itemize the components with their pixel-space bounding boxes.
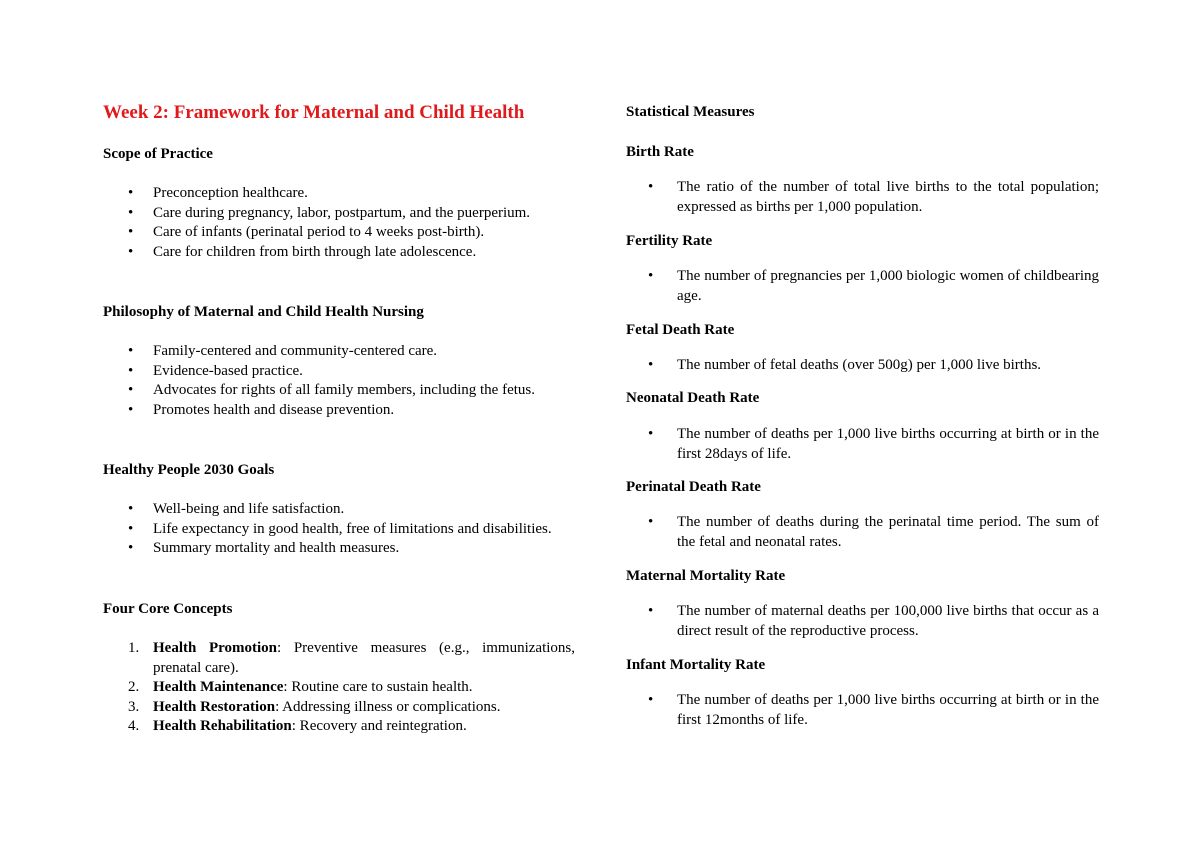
list-item: • The number of deaths per 1,000 live births occurring at birth or in the first 28days of life. [648,426,1099,462]
fertility-rate-list [626,267,1099,306]
scope-heading: Scope of Practice [103,146,213,162]
bullet-icon: • [648,268,654,284]
fetal-death-rate-heading: Fetal Death Rate [626,322,735,338]
list-item: • Care for children from birth through late adolescence. [103,243,575,263]
birth-rate-heading: Birth Rate [626,144,694,160]
bullet-icon: • [648,179,654,195]
infant-mortality-rate-list [626,691,1099,730]
list-item: • Promotes health and disease prevention. [103,401,575,421]
core-concepts-heading: Four Core Concepts [103,601,233,617]
birth-rate-list [626,178,1099,217]
maternal-mortality-rate-heading: Maternal Mortality Rate [626,568,786,584]
perinatal-death-rate-heading: Perinatal Death Rate [626,479,761,495]
bullet-icon: • [128,501,134,517]
healthy-people-heading: Healthy People 2030 Goals [103,462,275,478]
scope-list [103,184,575,262]
bullet-icon: • [648,426,654,442]
list-item: • The number of deaths per 1,000 live births occurring at birth or in the first 12months of life. [648,692,1099,728]
list-item: • The ratio of the number of total live births to the total population; expressed as births per 1,000 population. [648,179,1099,215]
list-item: • The number of deaths during the perinatal time period. The sum of the fetal and neonatal rates. [648,514,1099,550]
list-item: • Care of infants (perinatal period to 4 weeks post-birth). [103,223,575,243]
list-item: 3. Health Restoration: Addressing illness or complications. [128,698,501,715]
bullet-icon: • [128,243,134,260]
list-item: • Life expectancy in good health, free of limitations and disabilities. [103,520,575,540]
fetal-death-rate-list [626,356,1099,376]
list-item: • Family-centered and community-centered care. [103,342,575,362]
bullet-icon: • [128,401,134,418]
philosophy-list [103,342,575,420]
perinatal-death-rate-list [626,513,1099,552]
list-item: 4. Health Rehabilitation: Recovery and reintegration. [128,718,467,734]
core-concepts-list [103,639,575,737]
maternal-mortality-rate-list [626,602,1099,641]
list-item: • Evidence-based practice. [103,362,575,382]
bullet-icon: • [128,343,134,359]
neonatal-death-rate-list [626,425,1099,464]
list-item: • The number of pregnancies per 1,000 biologic women of childbearing age. [648,268,1099,304]
fertility-rate-heading: Fertility Rate [626,233,713,249]
statistical-measures-heading: Statistical Measures [626,104,755,120]
bullet-icon: • [128,382,134,398]
list-item: • Preconception healthcare. [103,184,575,204]
list-item: • The number of fetal deaths (over 500g) per 1,000 live births. [626,356,1099,376]
list-item: • Care during pregnancy, labor, postpartum, and the puerperium. [103,204,575,224]
list-item: • Well-being and life satisfaction. [103,500,575,520]
page-title: Week 2: Framework for Maternal and Child Health [103,102,525,123]
bullet-icon: • [128,540,134,556]
bullet-icon: • [648,603,654,619]
bullet-icon: • [648,514,654,530]
bullet-icon: • [128,362,134,379]
list-item: 2. Health Maintenance: Routine care to sustain health. [128,679,473,695]
bullet-icon: • [128,224,134,240]
list-item: 1. Health Promotion: Preventive measures (e.g., immunizations, prenatal care). [128,640,575,676]
neonatal-death-rate-heading: Neonatal Death Rate [626,390,760,406]
bullet-icon: • [128,204,134,221]
list-item: • Summary mortality and health measures. [103,539,575,559]
infant-mortality-rate-heading: Infant Mortality Rate [626,657,766,673]
bullet-icon: • [648,692,654,708]
healthy-people-list [103,500,575,559]
philosophy-heading: Philosophy of Maternal and Child Health Nursing [103,304,424,320]
list-item: • The number of maternal deaths per 100,000 live births that occur as a direct result of the reproductive process. [648,603,1099,639]
list-item: • Advocates for rights of all family members, including the fetus. [103,381,575,401]
bullet-icon: • [128,520,134,537]
bullet-icon: • [128,185,134,201]
bullet-icon: • [648,357,654,373]
